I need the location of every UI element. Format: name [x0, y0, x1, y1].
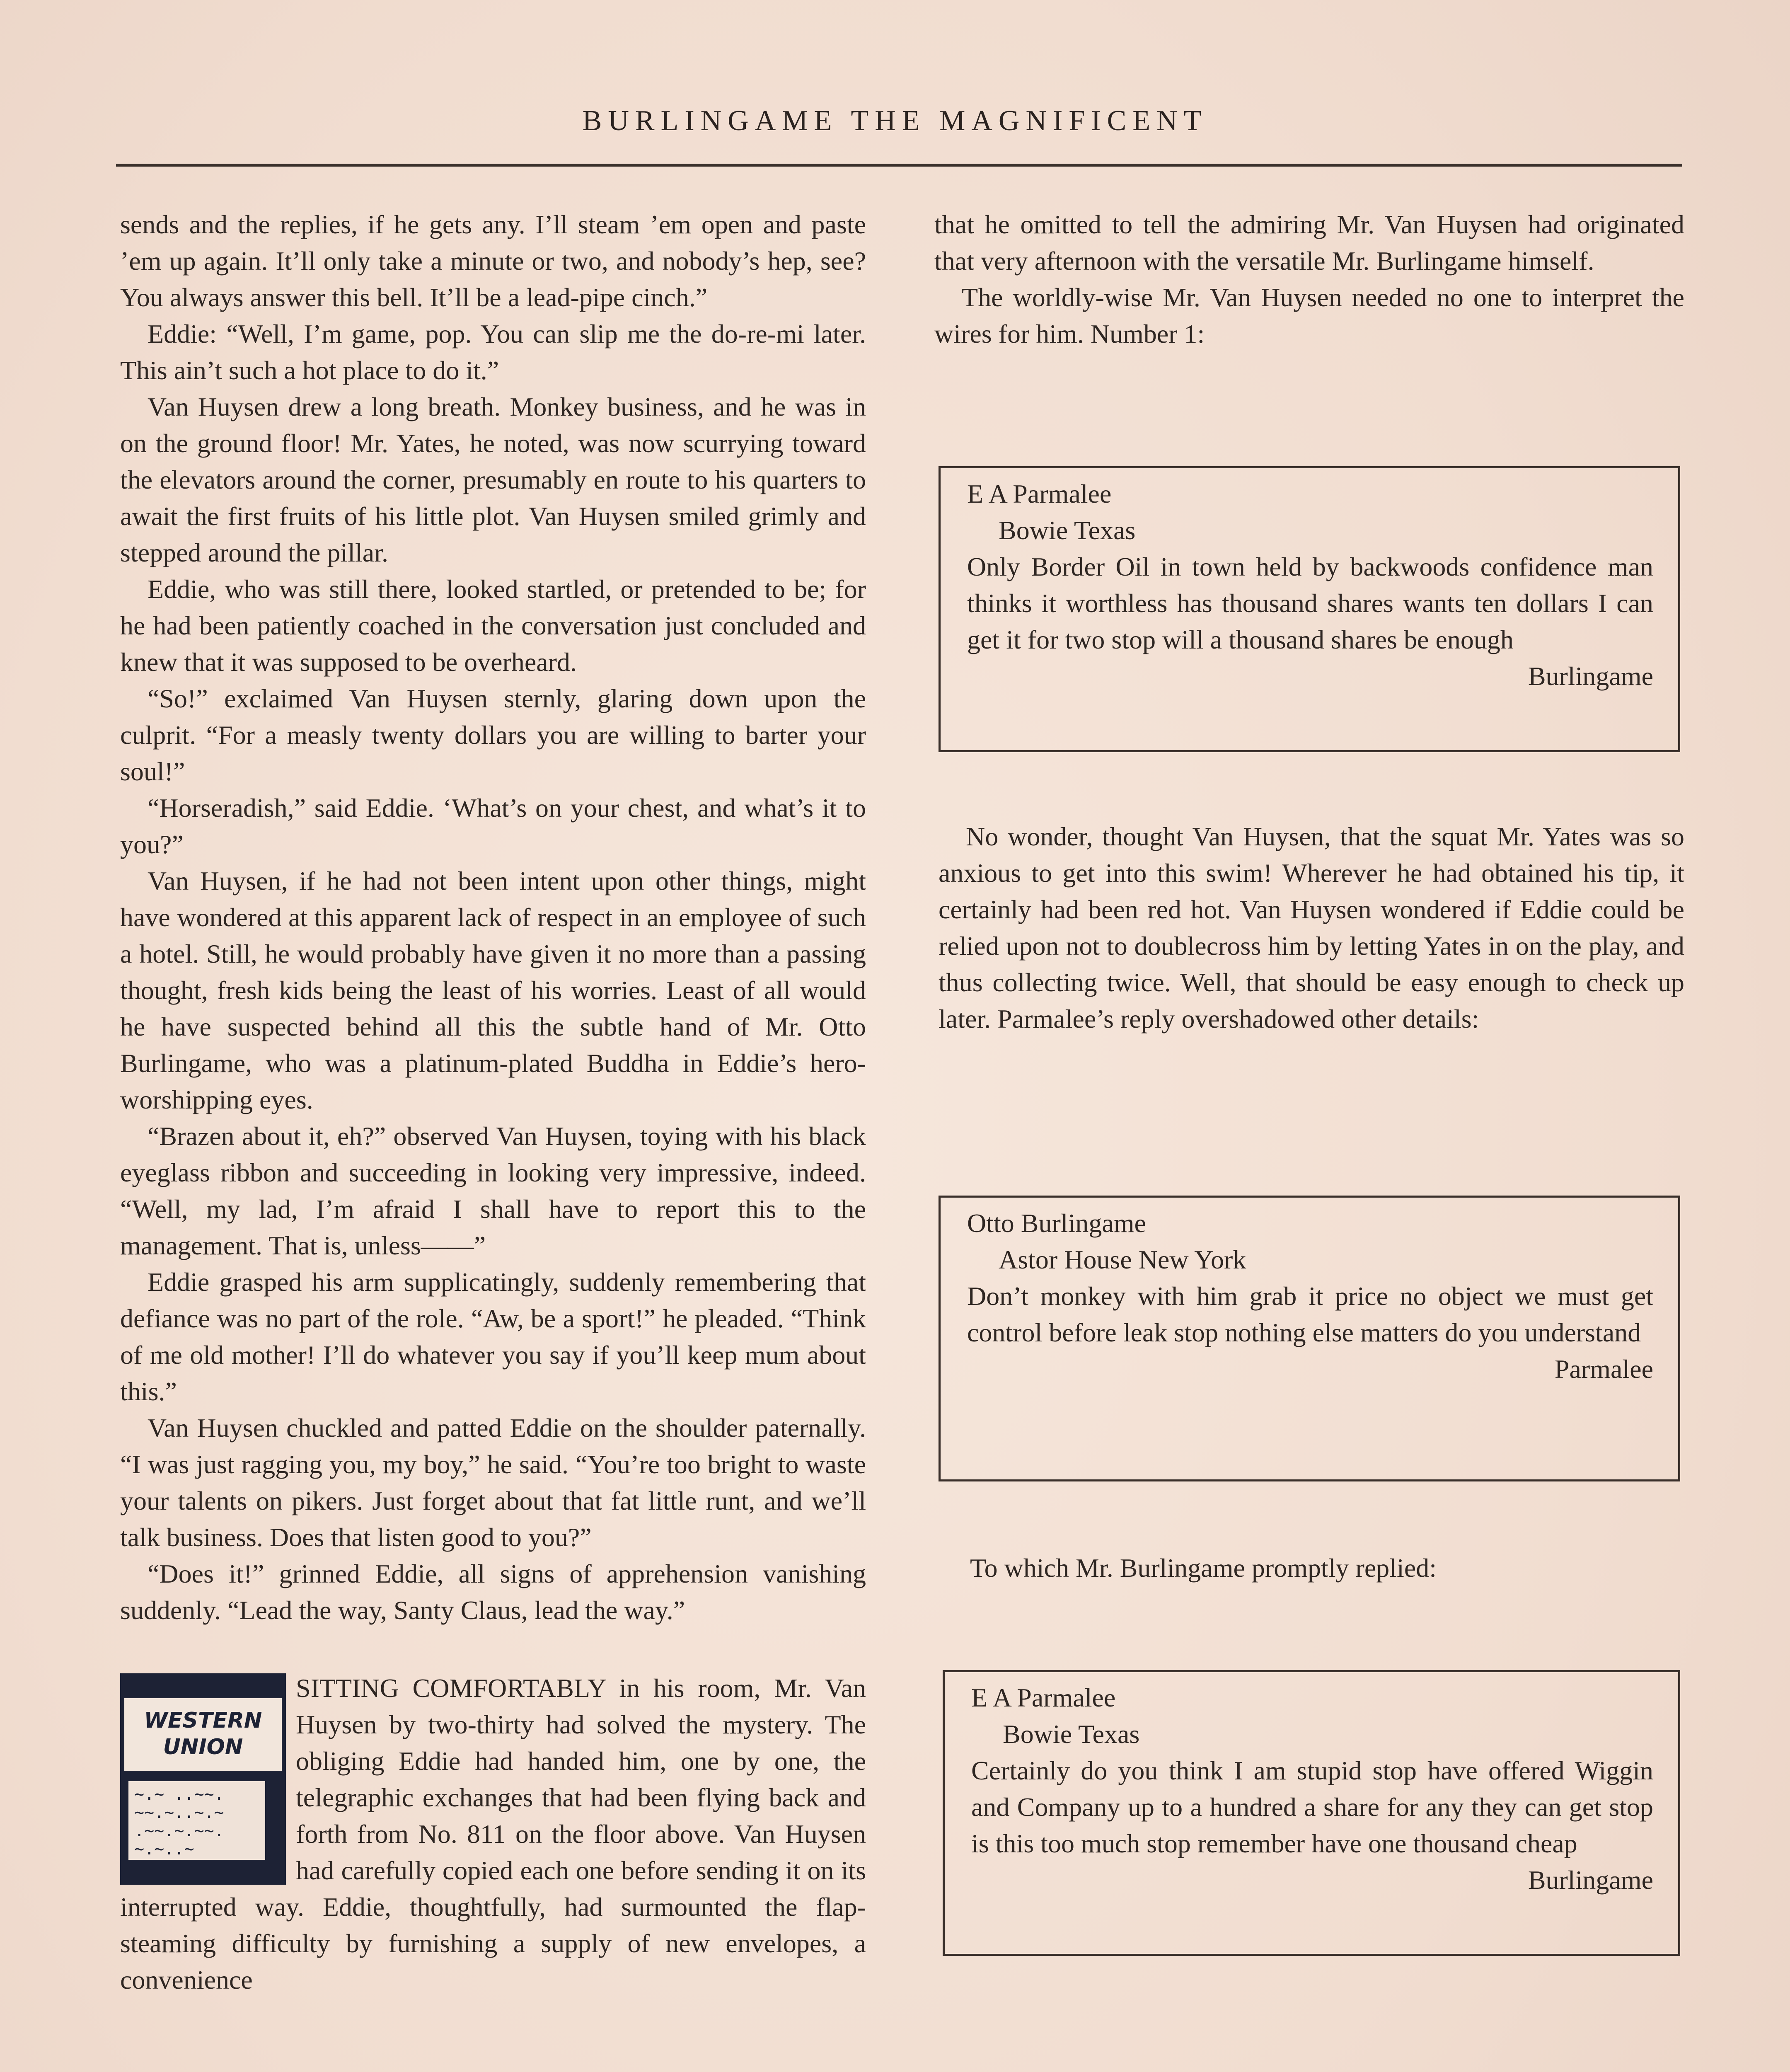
- paragraph: Van Huysen drew a long breath. Monkey business, and he was in on the ground floor! Mr. Yates, he noted, was now scurrying toward the elevators around the corner, presumably en route to his quarters to await the first fruits of his little plot. Van Huysen smiled grimly and stepped around the pillar.: [120, 392, 866, 567]
- telegram-paper-icon: ~.~ ..~~. ~~.~..~.~ .~~.~.~~. ~.~..~: [128, 1781, 265, 1860]
- right-column-middle: [939, 818, 1684, 1037]
- paragraph: The worldly-wise Mr. Van Huysen needed no one to interpret the wires for him. Number 1:: [934, 283, 1684, 349]
- paragraph: “Does it!” grinned Eddie, all signs of apprehension vanishing suddenly. “Lead the way, Santy Claus, lead the way.”: [120, 1559, 866, 1625]
- telegram-box: [939, 1196, 1680, 1481]
- paragraph: that he omitted to tell the admiring Mr. Van Huysen had originated that very afternoon with the versatile Mr. Burlingame himself.: [934, 210, 1684, 276]
- logo-wordmark: WESTERN UNION: [124, 1698, 282, 1771]
- paragraph: No wonder, thought Van Huysen, that the squat Mr. Yates was so anxious to get into this swim! Wherever he had obtained his tip, it certainly had been red hot. Van Huysen wondered if Eddie could be relied upon not to doublecross him by letting Yates in on the play, and thus collecting twice. Well, that should be easy enough to check up later. Parmalee’s reply overshadowed other details:: [939, 822, 1684, 1034]
- telegram-box: [939, 466, 1680, 752]
- header-rule: [116, 164, 1682, 167]
- right-column-intro: [934, 206, 1684, 352]
- paragraph: To which Mr. Burlingame promptly replied:: [970, 1553, 1437, 1583]
- telegram-recipient: E A Parmalee: [971, 1683, 1116, 1712]
- paragraph: Eddie: “Well, I’m game, pop. You can slip me the do-re-mi later. This ain’t such a hot place to do it.”: [120, 319, 866, 385]
- running-header: BURLINGAME THE MAGNIFICENT: [582, 105, 1208, 137]
- paragraph: Eddie grasped his arm supplicatingly, suddenly remembering that defiance was no part of the role. “Aw, be a sport!” he pleaded. “Think of me old mother! I’ll do whatever you say if you’ll keep mum about this.”: [120, 1267, 866, 1406]
- telegram-body: Certainly do you think I am stupid stop have offered Wiggin and Company up to a hundred a share for any they can get stop is this too much stop remember have one thousand cheap: [971, 1756, 1653, 1858]
- telegram-recipient: E A Parmalee: [967, 479, 1112, 508]
- telegram-address: Astor House New York: [999, 1245, 1246, 1274]
- paragraph: “Brazen about it, eh?” observed Van Huysen, toying with his black eyeglass ribbon and succeeding in looking very impressive, indeed. “Well, my lad, I’m afraid I shall have to report this to the management. That is, unless——”: [120, 1121, 866, 1260]
- western-union-logo-icon: [120, 1673, 286, 1885]
- paragraph: Van Huysen, if he had not been intent upon other things, might have wondered at this apparent lack of respect in an employee of such a hotel. Still, he would probably have given it no more than a passing thought, fresh kids being the least of his worries. Least of all would he have suspected behind all this the subtle hand of Mr. Otto Burlingame, who was a platinum-plated Buddha in Eddie’s hero-worshipping eyes.: [120, 866, 866, 1114]
- section-paragraph: SITTING COMFORTABLY in his room, Mr. Van Huysen by two-thirty had solved the mystery. The obliging Eddie had handed him, one by one, the telegraphic exchanges that had been flying back and forth from No. 811 on the floor above. Van Huysen had carefully copied each one before sending it on its interrupted way. Eddie, thoughtfully, had surmounted the flap-steaming difficulty by furnishing a supply of new envelopes, a convenience: [120, 1673, 866, 1995]
- paragraph: Eddie, who was still there, looked startled, or pretended to be; for he had been patiently coached in the conversation just concluded and knew that it was supposed to be overheard.: [120, 574, 866, 677]
- telegram-signature: Burlingame: [1528, 661, 1653, 691]
- telegram-address: Bowie Texas: [1003, 1719, 1140, 1749]
- paragraph: Van Huysen chuckled and patted Eddie on the shoulder paternally. “I was just ragging you, my boy,” he said. “You’re too bright to waste your talents on pikers. Just forget about that fat little runt, and we’ll talk business. Does that listen good to you?”: [120, 1413, 866, 1552]
- telegram-body: Only Border Oil in town held by backwoods confidence man thinks it worthless has thousand shares wants ten dollars I can get it for two stop will a thousand shares be enough: [967, 552, 1653, 654]
- right-column-reply-intro: [943, 1550, 1684, 1586]
- paragraph: sends and the replies, if he gets any. I’ll steam ’em open and paste ’em up again. It’ll only take a minute or two, and nobody’s hep, see? You always answer this bell. It’ll be a lead-pipe cinch.”: [120, 210, 866, 312]
- telegram-signature: Burlingame: [1528, 1865, 1653, 1895]
- paragraph: “Horseradish,” said Eddie. ‘What’s on your chest, and what’s it to you?”: [120, 793, 866, 859]
- section-start: [120, 1670, 866, 1998]
- telegram-body: Don’t monkey with him grab it price no object we must get control before leak stop nothing else matters do you understand: [967, 1281, 1653, 1347]
- telegram-box: [943, 1670, 1680, 1956]
- paragraph: “So!” exclaimed Van Huysen sternly, glaring down upon the culprit. “For a measly twenty dollars you are willing to barter your soul!”: [120, 684, 866, 786]
- telegram-signature: Parmalee: [1554, 1354, 1653, 1384]
- telegram-recipient: Otto Burlingame: [967, 1208, 1146, 1238]
- left-column: [120, 206, 866, 1998]
- telegram-address: Bowie Texas: [999, 516, 1136, 545]
